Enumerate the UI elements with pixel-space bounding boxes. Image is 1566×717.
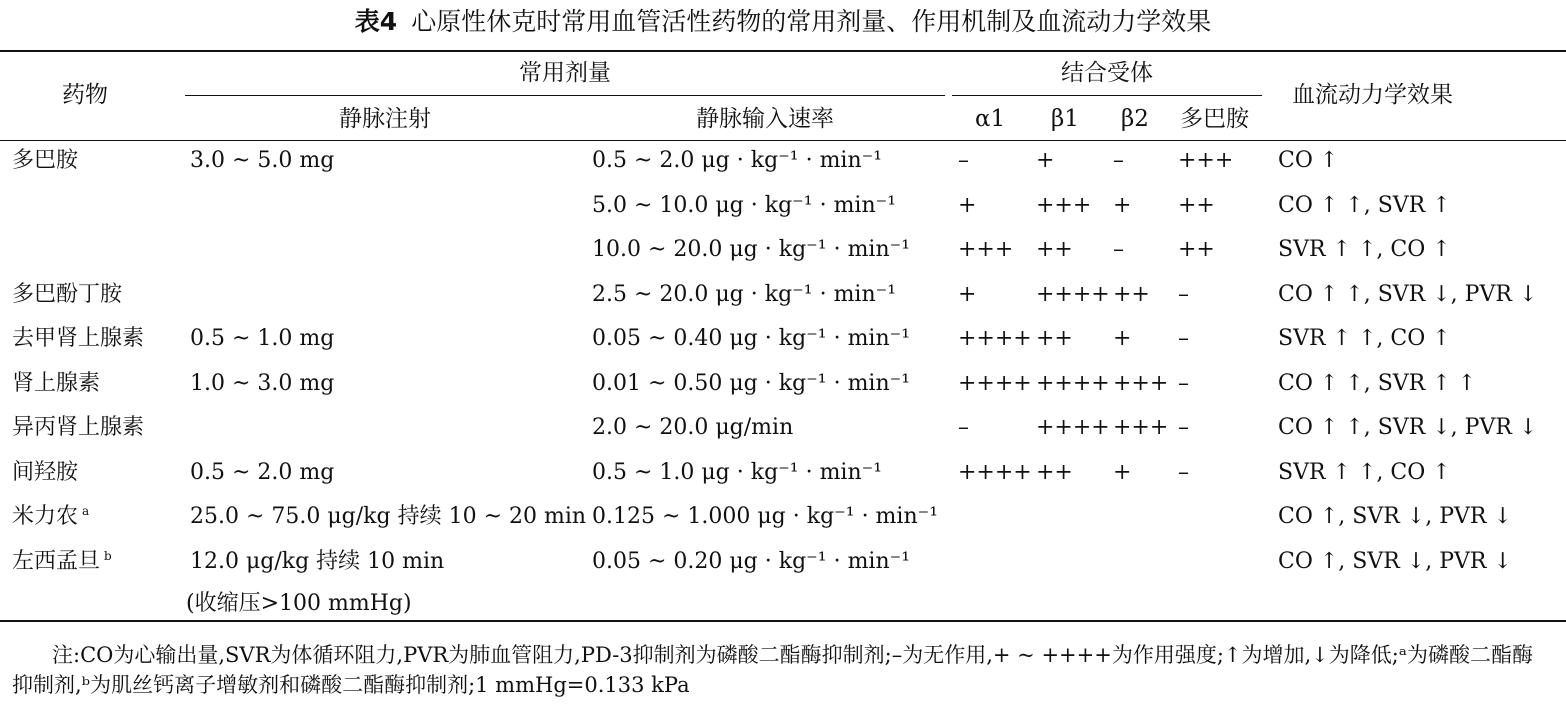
cell-dopamine: – bbox=[1178, 326, 1189, 351]
cell-effect: SVR ↑ ↑, CO ↑ bbox=[1278, 326, 1451, 351]
cell-drug: 肾上腺素 bbox=[12, 370, 101, 396]
table-title-text: 心原性休克时常用血管活性药物的常用剂量、作用机制及血流动力学效果 bbox=[411, 7, 1212, 36]
cell-beta2: +++ bbox=[1113, 370, 1169, 396]
cell-beta2: – bbox=[1113, 237, 1124, 262]
table-label: 表4 bbox=[354, 7, 398, 36]
header-bottom-rule bbox=[0, 140, 1566, 141]
cell-alpha1: ++++ bbox=[958, 370, 1032, 396]
cell-beta2: ++ bbox=[1113, 281, 1150, 307]
cell-beta2: + bbox=[1113, 192, 1132, 218]
dose-group-rule bbox=[185, 95, 945, 96]
header-dopamine: 多巴胺 bbox=[1180, 106, 1249, 132]
footnote-marker-wrap bbox=[104, 541, 112, 577]
cell-effect: CO ↑, SVR ↓, PVR ↓ bbox=[1278, 504, 1512, 529]
header-beta2: β2 bbox=[1121, 106, 1149, 132]
cell-dopamine: ++ bbox=[1178, 237, 1215, 262]
cell-beta2: +++ bbox=[1113, 415, 1169, 440]
cell-dopamine: – bbox=[1178, 415, 1189, 440]
footnote-marker-wrap bbox=[82, 496, 89, 532]
cell-effect: CO ↑ ↑, SVR ↓, PVR ↓ bbox=[1278, 281, 1538, 307]
header-drug: 药物 bbox=[62, 82, 108, 108]
cell-iv-injection: 3.0 ~ 5.0 mg bbox=[190, 148, 335, 173]
cell-beta1: ++++ bbox=[1036, 415, 1110, 440]
cell-drug: 左西孟旦 bbox=[12, 548, 101, 574]
cell-iv-rate: 0.05 ~ 0.20 μg · kg⁻¹ · min⁻¹ bbox=[592, 548, 911, 574]
cell-iv-rate: 10.0 ~ 20.0 μg · kg⁻¹ · min⁻¹ bbox=[592, 237, 911, 262]
cell-beta1: ++++ bbox=[1036, 370, 1110, 396]
cell-beta1: ++ bbox=[1036, 459, 1073, 485]
cell-iv-rate: 2.5 ~ 20.0 μg · kg⁻¹ · min⁻¹ bbox=[592, 281, 897, 307]
cell-iv-rate: 0.5 ~ 2.0 μg · kg⁻¹ · min⁻¹ bbox=[592, 148, 883, 173]
header-beta1: β1 bbox=[1051, 106, 1079, 132]
cell-iv-rate: 5.0 ~ 10.0 μg · kg⁻¹ · min⁻¹ bbox=[592, 192, 897, 218]
cell-drug: 异丙肾上腺素 bbox=[12, 415, 145, 440]
cell-drug: 去甲肾上腺素 bbox=[12, 326, 145, 351]
cell-iv-rate: 0.5 ~ 1.0 μg · kg⁻¹ · min⁻¹ bbox=[592, 459, 883, 485]
cell-dopamine: – bbox=[1178, 281, 1189, 307]
cell-beta2: – bbox=[1113, 148, 1124, 173]
table-footnote: 注:CO为心输出量,SVR为体循环阻力,PVR为肺血管阻力,PD-3抑制剂为磷酸二酯酶抑制剂;–为无作用,+ ~ ++++为作用强度;↑为增加,↓为降低;ᵃ为磷酸二酯酶抑制剂,ᵇ为肌丝钙离子增敏剂和磷酸二酯酶抑制剂;1 mmHg=0.133 kPa bbox=[12, 643, 1533, 697]
cell-effect: SVR ↑ ↑, CO ↑ bbox=[1278, 237, 1451, 262]
cell-iv-rate: 0.05 ~ 0.40 μg · kg⁻¹ · min⁻¹ bbox=[592, 326, 911, 351]
cell-beta1: + bbox=[1036, 148, 1055, 173]
cell-iv-injection: 0.5 ~ 2.0 mg bbox=[190, 459, 335, 485]
cell-alpha1: ++++ bbox=[958, 326, 1032, 351]
cell-alpha1: ++++ bbox=[958, 459, 1032, 485]
cell-iv-rate: 0.125 ~ 1.000 μg · kg⁻¹ · min⁻¹ bbox=[592, 504, 939, 529]
bottom-rule bbox=[0, 620, 1566, 622]
cell-beta2: + bbox=[1113, 326, 1132, 351]
cell-iv-injection: 12.0 μg/kg 持续 10 min bbox=[190, 548, 445, 574]
cell-effect: SVR ↑ ↑, CO ↑ bbox=[1278, 459, 1451, 485]
header-dose-group: 常用剂量 bbox=[519, 60, 611, 86]
cell-alpha1: – bbox=[958, 148, 969, 173]
cell-drug: 米力农 bbox=[12, 504, 79, 529]
cell-iv-rate: 0.01 ~ 0.50 μg · kg⁻¹ · min⁻¹ bbox=[592, 370, 911, 396]
cell-beta1: ++ bbox=[1036, 326, 1073, 351]
cell-beta1: ++ bbox=[1036, 237, 1073, 262]
footnote-marker: a bbox=[82, 504, 90, 518]
header-receptor-group: 结合受体 bbox=[1061, 60, 1153, 86]
footnote-marker: b bbox=[104, 548, 112, 563]
cell-effect: CO ↑ ↑, SVR ↑ ↑ bbox=[1278, 370, 1477, 396]
cell-dopamine: ++ bbox=[1178, 192, 1215, 218]
header-hemodynamic: 血流动力学效果 bbox=[1292, 82, 1453, 108]
cell-effect: CO ↑ ↑, SVR ↓, PVR ↓ bbox=[1278, 415, 1538, 440]
cell-drug: 多巴胺 bbox=[12, 148, 79, 173]
cell-alpha1: + bbox=[958, 192, 977, 218]
cell-iv-rate: 2.0 ~ 20.0 μg/min bbox=[592, 415, 794, 440]
cell-iv-injection-note: (收缩压>100 mmHg) bbox=[186, 590, 412, 616]
cell-alpha1: +++ bbox=[958, 237, 1014, 262]
receptor-group-rule bbox=[952, 95, 1262, 96]
cell-effect: CO ↑, SVR ↓, PVR ↓ bbox=[1278, 548, 1512, 574]
header-iv-injection: 静脉注射 bbox=[339, 106, 431, 132]
header-alpha1: α1 bbox=[975, 106, 1006, 132]
top-rule bbox=[0, 50, 1566, 52]
cell-beta1: +++ bbox=[1036, 192, 1092, 218]
cell-iv-injection: 0.5 ~ 1.0 mg bbox=[190, 326, 335, 351]
cell-dopamine: +++ bbox=[1178, 148, 1234, 173]
cell-beta2: + bbox=[1113, 459, 1132, 485]
cell-beta1: ++++ bbox=[1036, 281, 1110, 307]
cell-effect: CO ↑ ↑, SVR ↑ bbox=[1278, 192, 1451, 218]
table-title bbox=[0, 4, 1566, 40]
cell-dopamine: – bbox=[1178, 459, 1189, 485]
cell-iv-injection: 25.0 ~ 75.0 μg/kg 持续 10 ~ 20 min bbox=[190, 504, 587, 529]
cell-effect: CO ↑ bbox=[1278, 148, 1339, 173]
cell-alpha1: – bbox=[958, 415, 969, 440]
cell-dopamine: – bbox=[1178, 370, 1189, 396]
header-iv-rate: 静脉输入速率 bbox=[696, 106, 834, 132]
cell-drug: 间羟胺 bbox=[12, 459, 79, 485]
cell-iv-injection: 1.0 ~ 3.0 mg bbox=[190, 370, 335, 396]
cell-drug: 多巴酚丁胺 bbox=[12, 281, 123, 307]
cell-alpha1: + bbox=[958, 281, 977, 307]
